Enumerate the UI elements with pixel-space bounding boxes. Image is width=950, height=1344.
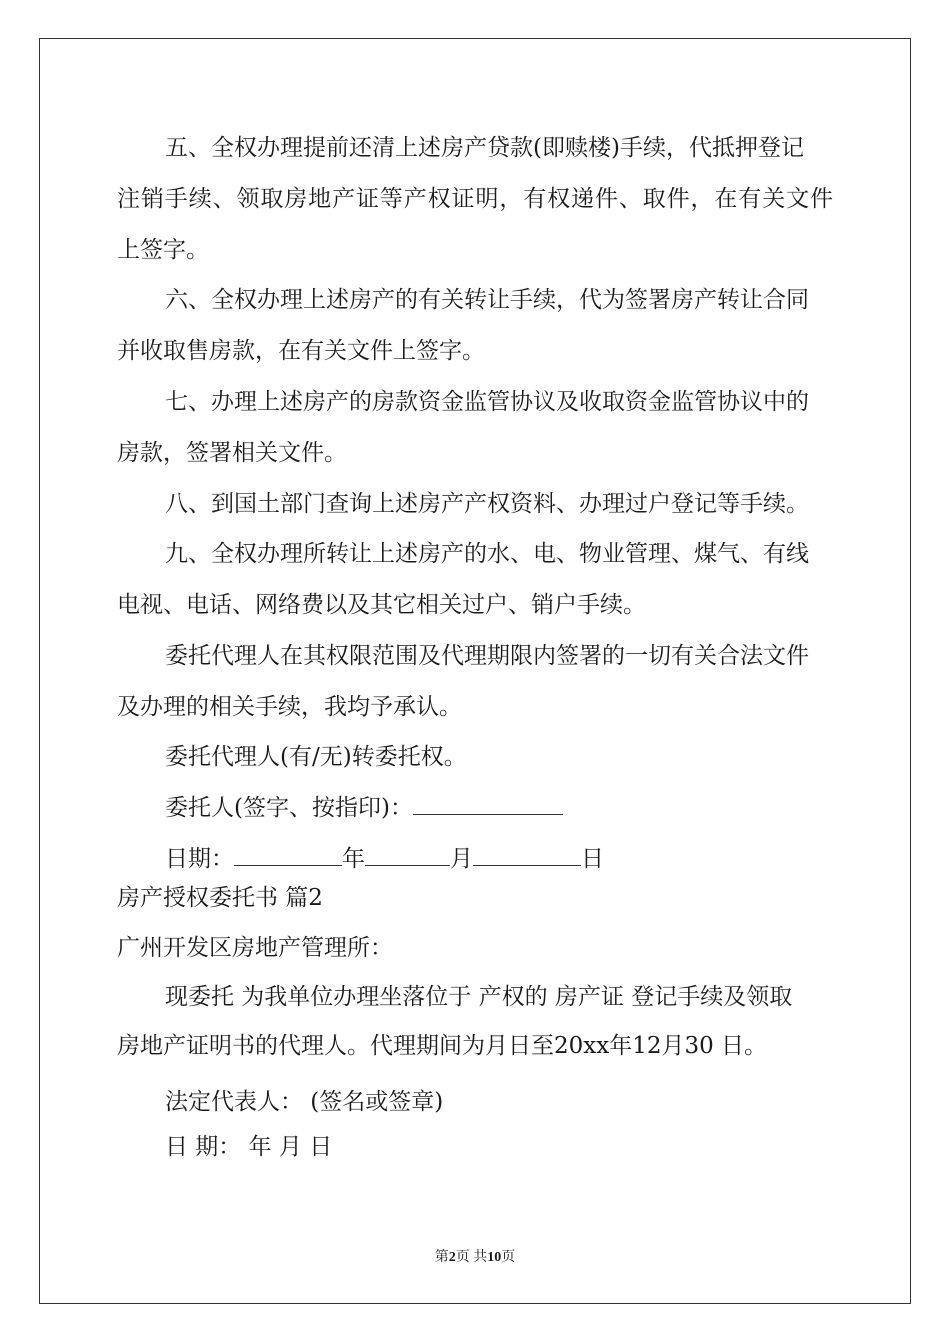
footer-page-number: 2 (448, 1250, 456, 1265)
day-label: 日 (581, 846, 604, 872)
year-label: 年 (342, 846, 365, 872)
section2-body-line-1: 现委托 为我单位办理坐落位于 产权的 房产证 登记手续及领取 (165, 984, 793, 1010)
month-blank (365, 841, 450, 866)
year-blank (234, 841, 342, 866)
addressee: 广州开发区房地产管理所： (117, 935, 393, 961)
section2-body-line-2: 房地产证明书的代理人。代理期间为月日至20xx年12月30 日。 (117, 1033, 768, 1059)
footer-page-mid: 页 共 (455, 1250, 488, 1265)
date-label: 日期： (165, 846, 234, 872)
paragraph-5-line-1: 五、全权办理提前还清上述房产贷款(即赎楼)手续，代抵押登记 (165, 135, 804, 161)
day-blank (473, 841, 581, 866)
paragraph-5-line-3: 上签字。 (117, 237, 209, 263)
section-heading: 房产授权委托书 篇2 (117, 885, 323, 911)
signature-label: 委托人(签字、按指印)： (165, 795, 413, 821)
legal-representative-line: 法定代表人： (签名或签章) (165, 1089, 444, 1115)
paragraph-10-line-1: 委托代理人在其权限范围及代理期限内签署的一切有关合法文件 (165, 643, 809, 669)
footer-page-suffix: 页 (501, 1250, 516, 1265)
paragraph-8-line-1: 八、到国土部门查询上述房产产权资料、办理过户登记等手续。 (165, 491, 809, 517)
paragraph-10-line-2: 及办理的相关手续，我均予承认。 (117, 694, 462, 720)
paragraph-5-line-2: 注销手续、领取房地产证等产权证明，有权递件、取件，在有关文件 (117, 186, 833, 212)
paragraph-6-line-2: 并收取售房款，在有关文件上签字。 (117, 338, 485, 364)
month-label: 月 (450, 846, 473, 872)
paragraph-7-line-1: 七、办理上述房产的房款资金监管协议及收取资金监管协议中的 (165, 389, 809, 415)
paragraph-9-line-2: 电视、电话、网络费以及其它相关过户、销户手续。 (117, 592, 646, 618)
signature-line (165, 788, 563, 828)
signature-blank (413, 790, 563, 815)
paragraph-7-line-2: 房款，签署相关文件。 (117, 440, 347, 466)
paragraph-6-line-1: 六、全权办理上述房产的有关转让手续，代为签署房产转让合同 (165, 287, 809, 313)
paragraph-9-line-1: 九、全权办理所转让上述房产的水、电、物业管理、煤气、有线 (165, 541, 809, 567)
footer-total-pages: 10 (487, 1250, 502, 1265)
page-footer (0, 1246, 950, 1266)
footer-page-prefix: 第 (434, 1250, 449, 1265)
paragraph-11-line-1: 委托代理人(有/无)转委托权。 (165, 744, 467, 770)
section2-date-line: 日 期： 年 月 日 (165, 1134, 333, 1160)
date-line (165, 839, 604, 879)
